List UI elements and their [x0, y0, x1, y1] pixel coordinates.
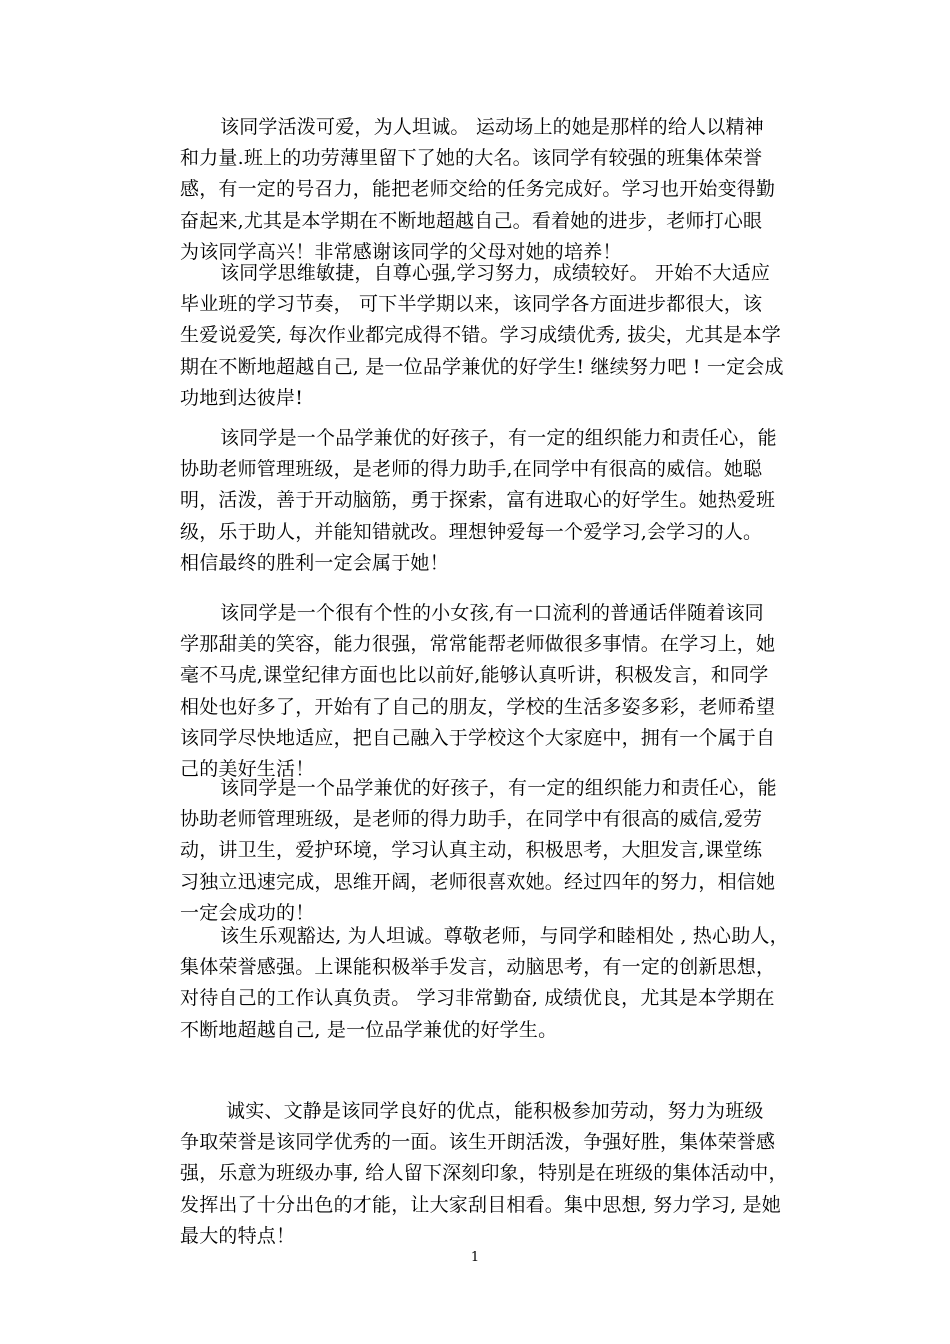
comment-paragraph — [180, 773, 780, 929]
paragraph-line: 毕业班的学习节奏， 可下半学期以来，该同学各方面进步都很大，该 — [180, 293, 763, 316]
page-number: 1 — [470, 1250, 480, 1265]
paragraph-line: 诚实、文静是该同学良好的优点，能积极参加劳动，努力为班级 — [226, 1100, 764, 1122]
paragraph-line: 功地到达彼岸! — [180, 386, 304, 409]
paragraph-line: 习独立迅速完成，思维开阔，老师很喜欢她。经过四年的努力，相信她 — [180, 870, 776, 893]
paragraph-line: 为该同学高兴！非常感谢该同学的父母对她的培养！ — [180, 240, 622, 263]
paragraph-line: 明，活泼，善于开动脑筋，勇于探索，富有进取心的好学生。她热爱班 — [180, 489, 776, 512]
paragraph-line: 该同学活泼可爱，为人坦诚。 运动场上的她是那样的给人以精神 — [220, 116, 764, 138]
comment-paragraph — [180, 112, 780, 268]
paragraph-line: 对待自己的工作认真负责。 学习非常勤奋, 成绩优良，尤其是本学期在 — [180, 987, 775, 1010]
paragraph-line: 协助老师管理班级，是老师的得力助手，在同学中有很高的威信,爱劳 — [180, 808, 763, 831]
paragraph-line: 期在不断地超越自己, 是一位品学兼优的好学生! 继续努力吧 ! 一定会成 — [180, 355, 784, 378]
paragraph-line: 一定会成功的！ — [180, 901, 315, 924]
paragraph-line: 级，乐于助人，并能知错就改。理想钟爱每一个爱学习,会学习的人。 — [180, 520, 763, 543]
paragraph-line: 该同学是一个很有个性的小女孩,有一口流利的普通话伴随着该同 — [220, 602, 764, 624]
paragraph-line: 发挥出了十分出色的才能，让大家刮目相看。集中思想, 努力学习, 是她 — [180, 1193, 781, 1216]
comment-paragraph — [180, 423, 780, 579]
paragraph-line: 不断地超越自己, 是一位品学兼优的好学生。 — [180, 1018, 558, 1041]
comment-paragraph — [180, 921, 789, 1046]
paragraph-line: 毫不马虎,课堂纪律方面也比以前好,能够认真听讲，积极发言，和同学 — [180, 664, 769, 687]
paragraph-line: 强，乐意为班级办事, 给人留下深刻印象，特别是在班级的集体活动中， — [180, 1162, 788, 1185]
paragraph-line: 奋起来,尤其是本学期在不断地超越自己。看着她的进步，老师打心眼 — [180, 209, 763, 232]
paragraph-line: 该同学尽快地适应，把自己融入于学校这个大家庭中，拥有一个属于自 — [180, 726, 776, 749]
paragraph-line: 争取荣誉是该同学优秀的一面。该生开朗活泼，争强好胜，集体荣誉感 — [180, 1131, 776, 1154]
paragraph-line: 己的美好生活！ — [180, 758, 315, 781]
paragraph-line: 该同学是一个品学兼优的好孩子，有一定的组织能力和责任心，能 — [220, 427, 777, 449]
paragraph-line: 动，讲卫生，爱护环境，学习认真主动，积极思考，大胆发言,课堂练 — [180, 839, 763, 862]
paragraph-line: 最大的特点！ — [180, 1224, 296, 1247]
comment-paragraph — [180, 258, 784, 414]
paragraph-line: 集体荣誉感强。上课能积极举手发言，动脑思考，有一定的创新思想， — [180, 956, 776, 979]
paragraph-line: 和力量.班上的功劳薄里留下了她的大名。该同学有较强的班集体荣誉 — [180, 147, 763, 170]
paragraph-line: 协助老师管理班级，是老师的得力助手,在同学中有很高的威信。她聪 — [180, 458, 763, 481]
comment-paragraph — [180, 1096, 788, 1252]
comment-paragraph — [180, 598, 780, 785]
paragraph-line: 该同学是一个品学兼优的好孩子，有一定的组织能力和责任心，能 — [220, 777, 777, 799]
paragraph-line: 感，有一定的号召力，能把老师交给的任务完成好。学习也开始变得勤 — [180, 178, 776, 201]
paragraph-line: 该同学思维敏捷，自尊心强,学习努力，成绩较好。 开始不大适应 — [220, 262, 771, 284]
paragraph-line: 相处也好多了，开始有了自己的朋友，学校的生活多姿多彩，老师希望 — [180, 695, 776, 718]
paragraph-line: 生爱说爱笑, 每次作业都完成得不错。学习成绩优秀, 拔尖，尤其是本学 — [180, 324, 781, 347]
paragraph-line: 该生乐观豁达, 为人坦诚。尊敬老师，与同学和睦相处 , 热心助人， — [220, 925, 789, 947]
paragraph-line: 学那甜美的笑容，能力很强，常常能帮老师做很多事情。在学习上，她 — [180, 633, 776, 656]
paragraph-line: 相信最终的胜利一定会属于她！ — [180, 551, 449, 574]
